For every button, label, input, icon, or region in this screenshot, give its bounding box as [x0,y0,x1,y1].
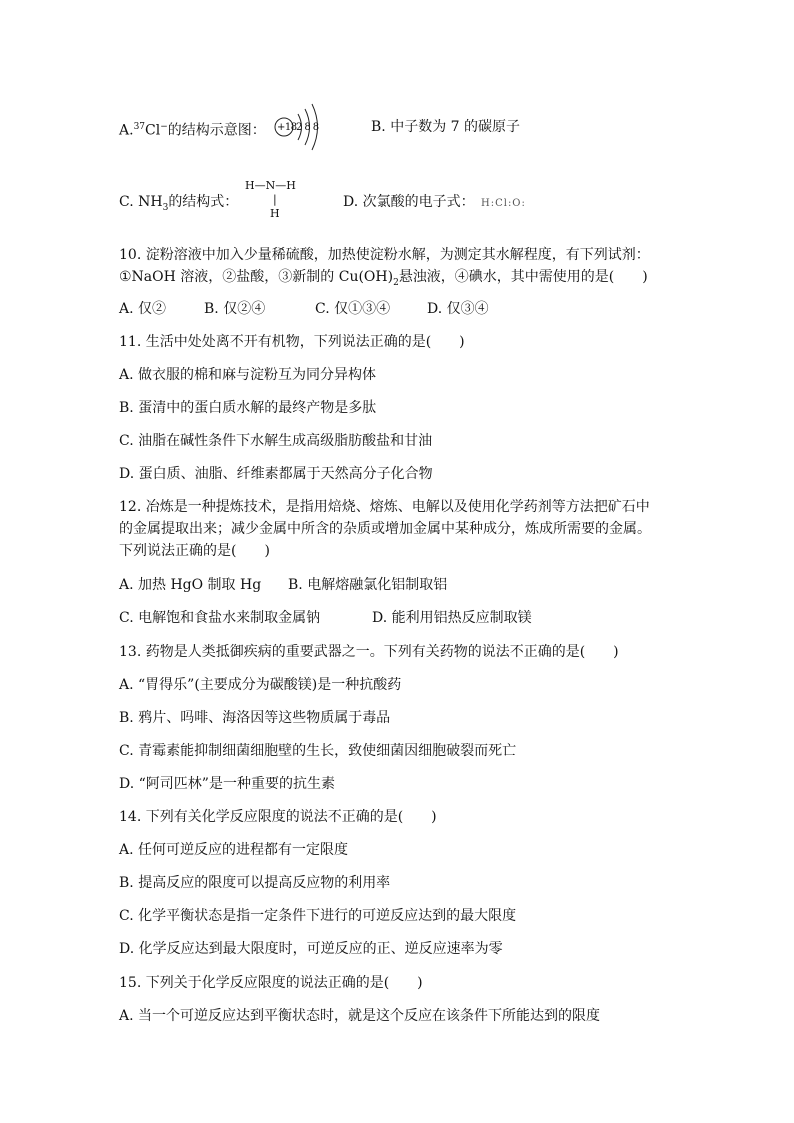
electron-formula: H:Cl:O: [481,198,526,209]
q14-stem: 14. 下列有关化学反应限度的说法不正确的是( ) [119,809,437,825]
q10-option-c: C. 仅①③④ [315,301,391,317]
q14-option-b: B. 提高反应的限度可以提高反应物的利用率 [119,875,391,891]
ion-charge: − [160,122,168,132]
mass-number: 37 [133,122,146,132]
subscript: 3 [162,202,169,213]
structural-formula-bond: | [273,193,277,206]
q15-stem: 15. 下列关于化学反应限度的说法正确的是( ) [119,975,423,991]
q11-option-c: C. 油脂在碱性条件下水解生成高级脂肪酸盐和甘油 [119,433,433,449]
q10-option-b: B. 仅②④ [204,301,266,317]
subscript: 2 [393,277,399,288]
nucleus-charge: +18 [277,122,297,133]
option-letter: A. [119,122,134,139]
q11-stem: 11. 生活中处处离不开有机物，下列说法正确的是( ) [119,334,465,350]
q12-stem-line3: 下列说法正确的是( ) [119,543,270,559]
q9-option-b: B. 中子数为 7 的碳原子 [371,119,520,135]
q10-stem-line1: 10. 淀粉溶液中加入少量稀硫酸，加热使淀粉水解，为测定其水解程度，有下列试剂： [119,247,650,263]
q15-option-a: A. 当一个可逆反应达到平衡状态时，就是这个反应在该条件下所能达到的限度 [119,1008,601,1024]
q14-option-c: C. 化学平衡状态是指一定条件下进行的可逆反应达到的最大限度 [119,908,517,924]
q12-stem-line2: 的金属提取出来；减少金属中所含的杂质或增加金属中某种成分，炼成所需要的金属。 [119,521,651,537]
q9-option-a [119,118,266,140]
option-text: 的结构式： [168,194,239,210]
q12-option-b: B. 电解熔融氯化铝制取铝 [288,577,448,593]
q13-option-c: C. 青霉素能抑制细菌细胞壁的生长，致使细菌因细胞破裂而死亡 [119,743,517,759]
q10-option-a: A. 仅② [119,301,167,317]
option-text: C. NH [119,194,163,210]
q13-option-d: D. “阿司匹林”是一种重要的抗生素 [119,776,335,792]
q14-option-a: A. 任何可逆反应的进程都有一定限度 [119,842,349,858]
q13-stem: 13. 药物是人类抵御疾病的重要武器之一。下列有关药物的说法不正确的是( ) [119,644,619,660]
q13-option-a: A. “胃得乐”(主要成分为碳酸镁)是一种抗酸药 [119,677,402,693]
q11-option-a: A. 做衣服的棉和麻与淀粉互为同分异构体 [119,367,377,383]
electron-shells: 288 [296,122,322,133]
stem-text: ①NaOH 溶液，②盐酸，③新制的 Cu(OH) [119,269,394,285]
option-text: 的结构示意图： [167,122,266,139]
q11-option-b: B. 蛋清中的蛋白质水解的最终产物是多肽 [119,400,377,416]
q10-stem-line2 [119,268,648,292]
q9-option-c [119,193,238,217]
q9-option-d: D. 次氯酸的电子式： [343,194,475,210]
q12-option-d: D. 能利用铝热反应制取镁 [372,610,532,626]
stem-text: 悬浊液，④碘水，其中需使用的是( ) [398,269,648,285]
q11-option-d: D. 蛋白质、油脂、纤维素都属于天然高分子化合物 [119,466,433,482]
q12-stem-line1: 12. 冶炼是一种提炼技术，是指用焙烧、熔炼、电解以及使用化学药剂等方法把矿石中 [119,499,650,515]
structural-formula-bottom: H [270,207,280,220]
structural-formula-top: H—N—H [245,179,296,192]
q12-option-c: C. 电解饱和食盐水来制取金属钠 [119,610,321,626]
q12-option-a: A. 加热 HgO 制取 Hg [119,577,262,593]
element-symbol: Cl [145,122,161,139]
q13-option-b: B. 鸦片、吗啡、海洛因等这些物质属于毒品 [119,710,391,726]
q14-option-d: D. 化学反应达到最大限度时，可逆反应的正、逆反应速率为零 [119,941,503,957]
q10-option-d: D. 仅③④ [427,301,489,317]
